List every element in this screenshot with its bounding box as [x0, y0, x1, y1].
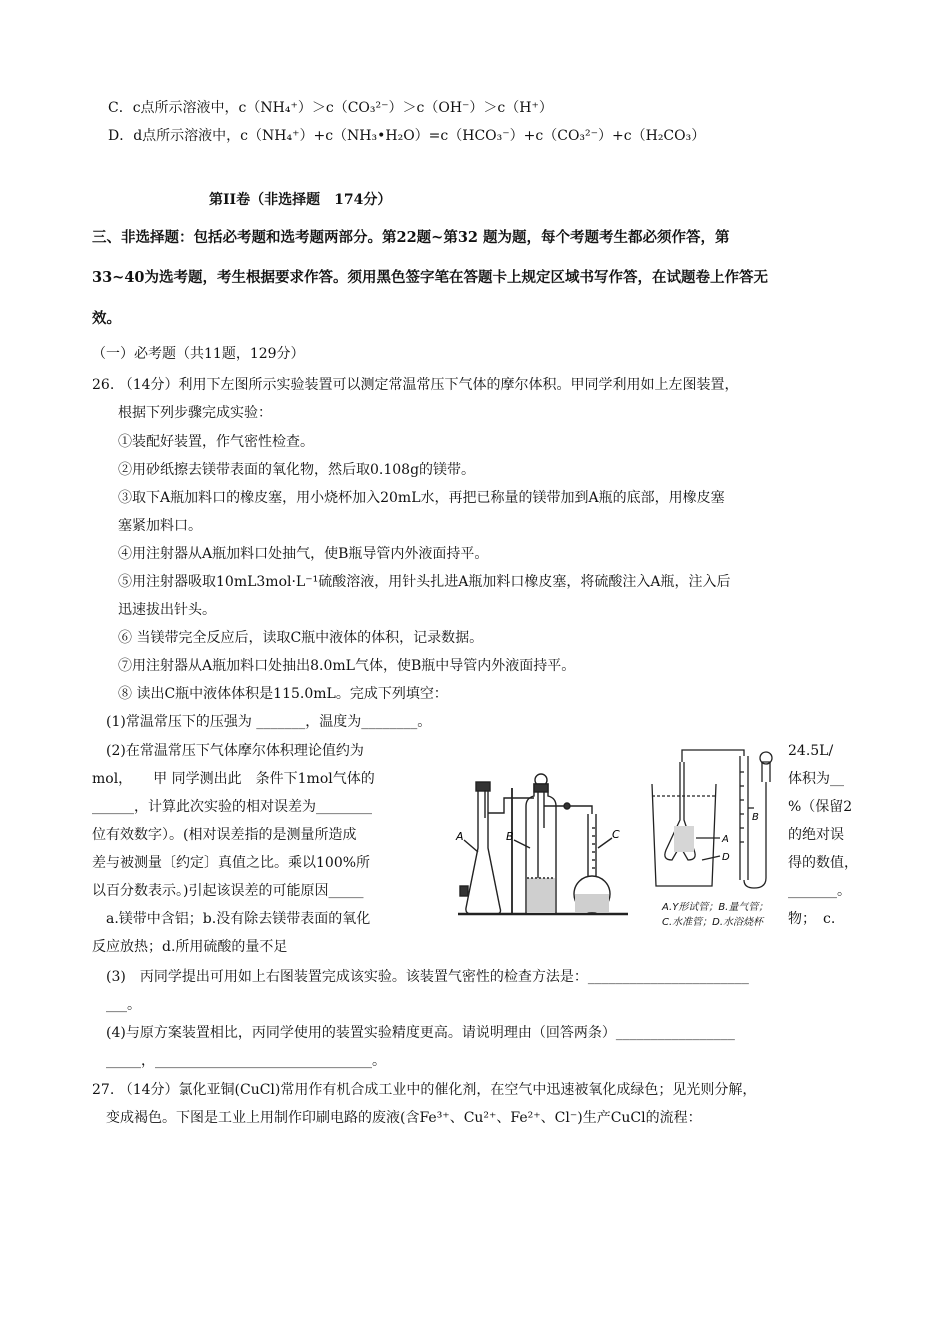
q26-part2-right: 体积为__: [788, 771, 844, 787]
y-tube-a-label: A: [722, 834, 729, 845]
q26-step: 塞紧加料口。: [118, 518, 202, 534]
q26-part2-left: (2)在常温常压下气体摩尔体积理论值约为: [106, 743, 364, 759]
burette-b-label: B: [752, 812, 759, 823]
q26-part4: _____，_______________________________。: [106, 1053, 386, 1069]
q27-line: 变成褐色。下图是工业上用制作印刷电路的废液(含Fe³⁺、Cu²⁺、Fe²⁺、Cl⁻)生产CuCl的流程：: [106, 1110, 702, 1126]
q26-part2-left: a.镁带中含铝；b.没有除去镁带表面的氧化: [92, 911, 371, 927]
flask-c-label: C: [612, 828, 620, 841]
section-intro-line-3: 效。: [92, 310, 121, 327]
q26-part1: (1)常温常压下的压强为 _______，温度为________。: [106, 714, 432, 730]
option-d: D．d点所示溶液中，c（NH₄⁺）+c（NH₃•H₂O）=c（HCO₃⁻）+c（CO₃²⁻）+c（H₂CO₃）: [108, 128, 706, 144]
q26-line: 根据下列步骤完成实验：: [118, 405, 272, 421]
q26-step: ⑦用注射器从A瓶加料口处抽出8.0mL气体，使B瓶中导管内外液面持平。: [118, 658, 576, 674]
q26-part3: (3) 丙同学提出可用如上右图装置完成该实验。该装置气密性的检查方法是：_______________________: [106, 969, 749, 985]
q26-step: ①装配好装置，作气密性检查。: [118, 434, 314, 450]
right-apparatus-figure: [644, 742, 784, 890]
q27-line: 27. （14分）氯化亚铜(CuCl)常用作有机合成工业中的催化剂，在空气中迅速被氧化成绿色；见光则分解，: [92, 1082, 757, 1098]
option-c: C．c点所示溶液中，c（NH₄⁺）＞c（CO₃²⁻）＞c（OH⁻）＞c（H⁺）: [108, 100, 553, 116]
q26-part2-right: 的绝对误: [788, 827, 844, 843]
bottle-b-label: B: [506, 830, 514, 843]
q26-part2-right: 得的数值，: [788, 855, 858, 871]
q26-part2-right: 物； c.: [788, 911, 836, 927]
q26-part2-left: 以百分数表示。)引起该误差的可能原因_____: [92, 883, 364, 899]
beaker-d-label: D: [722, 852, 730, 863]
right-figure-caption-1: A.Y形试管；B.量气管；: [662, 902, 769, 913]
q26-part2-right: 24.5L/: [788, 743, 834, 759]
q26-part2-left: 差与被测量〔约定〕真值之比。乘以100%所: [92, 855, 371, 871]
q26-part2-left: 反应放热；d.所用硫酸的量不足: [92, 939, 288, 955]
q26-part2-right: _______。: [788, 883, 851, 899]
subsection-heading: （一）必考题（共11题，129分）: [92, 346, 305, 362]
q26-step: 迅速拔出针头。: [118, 602, 216, 618]
flask-a-label: A: [456, 830, 464, 843]
left-apparatus-figure: [452, 768, 632, 920]
section-intro-line-1: 三、非选择题：包括必考题和选考题两部分。第22题~第32 题为题，每个考题考生都必须作答，第: [92, 229, 730, 246]
q26-step: ⑤用注射器吸取10mL3mol·L⁻¹硫酸溶液，用针头扎进A瓶加料口橡皮塞，将硫酸注入A瓶，注入后: [118, 574, 731, 590]
q26-step: ③取下A瓶加料口的橡皮塞，用小烧杯加入20mL水，再把已称量的镁带加到A瓶的底部，用橡皮塞: [118, 490, 725, 506]
q26-step: ⑧ 读出C瓶中液体体积是115.0mL。完成下列填空：: [118, 686, 448, 702]
q26-step: ⑥ 当镁带完全反应后，读取C瓶中液体的体积，记录数据。: [118, 630, 484, 646]
q26-part4: (4)与原方案装置相比，丙同学使用的装置实验精度更高。请说明理由（回答两条）_________________: [106, 1025, 735, 1041]
right-figure-caption-2: C.水准管；D.水浴烧杯: [662, 917, 764, 928]
q26-step: ④用注射器从A瓶加料口处抽气，使B瓶导管内外液面持平。: [118, 546, 489, 562]
q26-line: 26. （14分）利用下左图所示实验装置可以测定常温常压下气体的摩尔体积。甲同学利用如上左图装置，: [92, 377, 739, 393]
q26-step: ②用砂纸擦去镁带表面的氧化物，然后取0.108g的镁带。: [118, 462, 476, 478]
q26-part2-left: ______，计算此次实验的相对误差为________: [92, 799, 372, 815]
q26-part2-right: %（保留2: [788, 799, 853, 815]
section-intro-line-2: 33~40为选考题，考生根据要求作答。须用黑色签字笔在答题卡上规定区域书写作答，在试题卷上作答无: [92, 269, 769, 286]
q26-part2-left: 位有效数字）。(相对误差指的是测量所造成: [92, 827, 357, 843]
q26-part3: ___。: [106, 997, 141, 1013]
section-title: 第II卷（非选择题 174分）: [209, 192, 392, 208]
q26-part2-left: mol， 甲 同学测出此 条件下1mol气体的: [92, 771, 375, 787]
